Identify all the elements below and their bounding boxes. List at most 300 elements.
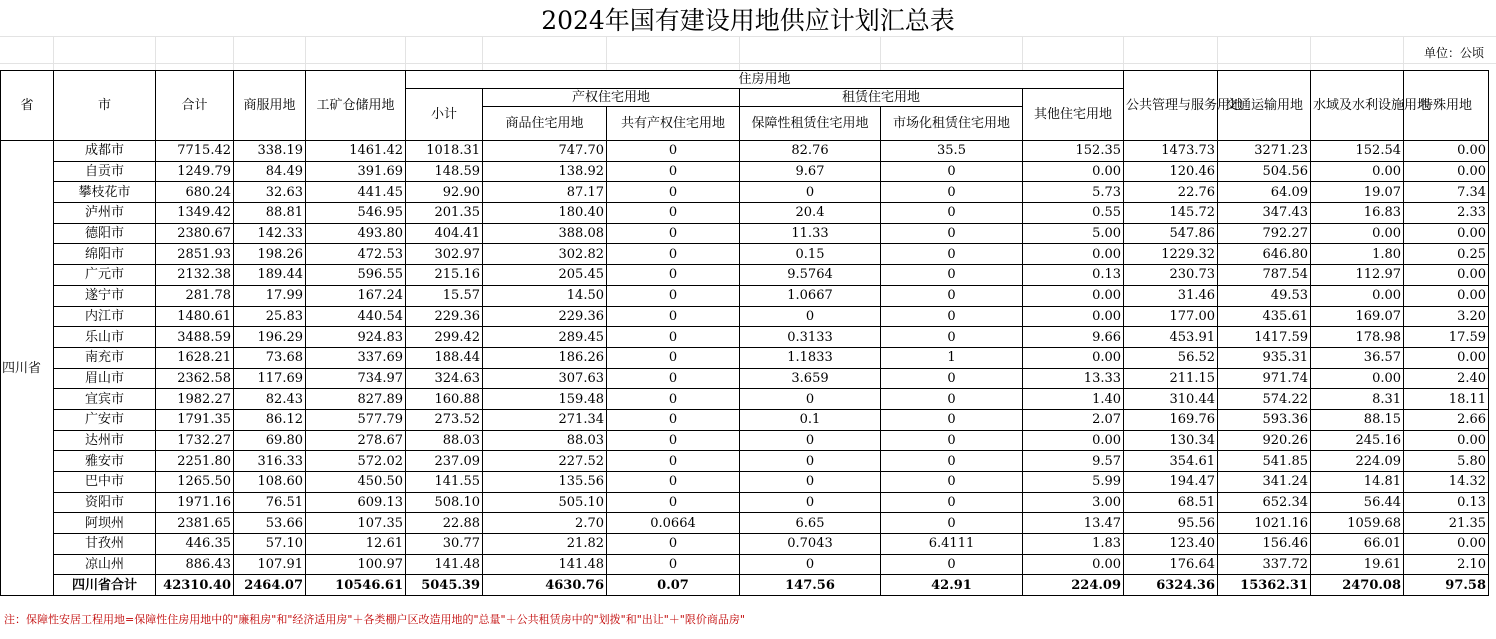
value-cell: 505.10: [483, 492, 607, 513]
value-cell: 1265.50: [156, 472, 234, 493]
value-cell: 180.40: [483, 203, 607, 224]
value-cell: 0: [881, 554, 1023, 575]
table-row: [1, 223, 1489, 244]
value-cell: 31.46: [1124, 285, 1218, 306]
value-cell: 112.97: [1311, 265, 1404, 286]
header-public: 公共管理与服务用地: [1124, 71, 1218, 141]
value-cell: 108.60: [234, 472, 306, 493]
value-cell: 18.11: [1404, 389, 1489, 410]
value-cell: 493.80: [306, 223, 406, 244]
city-cell: 甘孜州: [54, 534, 156, 555]
value-cell: 160.88: [406, 389, 483, 410]
value-cell: 95.56: [1124, 513, 1218, 534]
value-cell: 9.67: [740, 161, 881, 182]
header-shared: 共有产权住宅用地: [607, 107, 740, 141]
value-cell: 302.97: [406, 244, 483, 265]
value-cell: 20.4: [740, 203, 881, 224]
value-cell: 0: [607, 182, 740, 203]
value-cell: 1.83: [1023, 534, 1124, 555]
value-cell: 609.13: [306, 492, 406, 513]
total-value-cell: 15362.31: [1218, 575, 1311, 596]
header-housing: 住房用地: [406, 71, 1124, 89]
value-cell: 0: [607, 265, 740, 286]
value-cell: 3.20: [1404, 306, 1489, 327]
value-cell: 5.99: [1023, 472, 1124, 493]
value-cell: 646.80: [1218, 244, 1311, 265]
value-cell: 138.92: [483, 161, 607, 182]
table-row: [1, 389, 1489, 410]
table-row: [1, 203, 1489, 224]
value-cell: 117.69: [234, 368, 306, 389]
value-cell: 2.40: [1404, 368, 1489, 389]
value-cell: 6.65: [740, 513, 881, 534]
value-cell: 0: [607, 327, 740, 348]
value-cell: 3271.23: [1218, 141, 1311, 162]
value-cell: 0: [740, 451, 881, 472]
value-cell: 0.25: [1404, 244, 1489, 265]
value-cell: 88.15: [1311, 409, 1404, 430]
value-cell: 196.29: [234, 327, 306, 348]
value-cell: 17.59: [1404, 327, 1489, 348]
city-cell: 成都市: [54, 141, 156, 162]
value-cell: 0.1: [740, 409, 881, 430]
value-cell: 273.52: [406, 409, 483, 430]
value-cell: 0.7043: [740, 534, 881, 555]
value-cell: 0: [607, 203, 740, 224]
header-city: 市: [54, 71, 156, 141]
value-cell: 0: [881, 203, 1023, 224]
value-cell: 245.16: [1311, 430, 1404, 451]
city-cell: 绵阳市: [54, 244, 156, 265]
value-cell: 9.66: [1023, 327, 1124, 348]
value-cell: 167.24: [306, 285, 406, 306]
total-label: 四川省合计: [54, 575, 156, 596]
value-cell: 1.0667: [740, 285, 881, 306]
value-cell: 229.36: [406, 306, 483, 327]
value-cell: 2.07: [1023, 409, 1124, 430]
value-cell: 0: [881, 161, 1023, 182]
header-property-rights: 产权住宅用地: [483, 89, 740, 107]
value-cell: 56.52: [1124, 347, 1218, 368]
value-cell: 547.86: [1124, 223, 1218, 244]
total-value-cell: 0.07: [607, 575, 740, 596]
value-cell: 324.63: [406, 368, 483, 389]
value-cell: 441.45: [306, 182, 406, 203]
value-cell: 2380.67: [156, 223, 234, 244]
province-cell: 四川省: [1, 141, 54, 596]
value-cell: 0.0664: [607, 513, 740, 534]
value-cell: 141.48: [483, 554, 607, 575]
city-cell: 广安市: [54, 409, 156, 430]
value-cell: 450.50: [306, 472, 406, 493]
value-cell: 2.66: [1404, 409, 1489, 430]
table-row: [1, 472, 1489, 493]
value-cell: 1480.61: [156, 306, 234, 327]
table-header: [1, 71, 1489, 141]
value-cell: 0: [607, 285, 740, 306]
value-cell: 169.07: [1311, 306, 1404, 327]
value-cell: 0.3133: [740, 327, 881, 348]
value-cell: 1982.27: [156, 389, 234, 410]
value-cell: 316.33: [234, 451, 306, 472]
value-cell: 0: [740, 430, 881, 451]
value-cell: 0: [607, 430, 740, 451]
value-cell: 0: [607, 161, 740, 182]
value-cell: 886.43: [156, 554, 234, 575]
value-cell: 347.43: [1218, 203, 1311, 224]
value-cell: 8.31: [1311, 389, 1404, 410]
value-cell: 734.97: [306, 368, 406, 389]
value-cell: 0.00: [1023, 161, 1124, 182]
value-cell: 0.13: [1404, 492, 1489, 513]
total-value-cell: 2470.08: [1311, 575, 1404, 596]
value-cell: 792.27: [1218, 223, 1311, 244]
value-cell: 194.47: [1124, 472, 1218, 493]
value-cell: 0: [881, 492, 1023, 513]
value-cell: 337.69: [306, 347, 406, 368]
value-cell: 0.00: [1311, 368, 1404, 389]
value-cell: 148.59: [406, 161, 483, 182]
value-cell: 0: [881, 306, 1023, 327]
header-province: 省: [1, 71, 54, 141]
header-water: 水域及水利设施用地: [1311, 71, 1404, 141]
value-cell: 546.95: [306, 203, 406, 224]
value-cell: 0: [607, 223, 740, 244]
value-cell: 299.42: [406, 327, 483, 348]
value-cell: 227.52: [483, 451, 607, 472]
value-cell: 338.19: [234, 141, 306, 162]
value-cell: 971.74: [1218, 368, 1311, 389]
value-cell: 0: [881, 409, 1023, 430]
footnote: 注：保障性安居工程用地=保障性住房用地中的"廉租房"和"经济适用房"＋各类棚户区改造用地的"总量"＋公共租赁房中的"划拨"和"出让"＋"限价商品房": [4, 613, 745, 626]
value-cell: 924.83: [306, 327, 406, 348]
value-cell: 86.12: [234, 409, 306, 430]
value-cell: 159.48: [483, 389, 607, 410]
total-value-cell: 5045.39: [406, 575, 483, 596]
value-cell: 0: [881, 430, 1023, 451]
value-cell: 593.36: [1218, 409, 1311, 430]
table-row: [1, 306, 1489, 327]
value-cell: 1349.42: [156, 203, 234, 224]
table-row: [1, 554, 1489, 575]
city-cell: 资阳市: [54, 492, 156, 513]
value-cell: 504.56: [1218, 161, 1311, 182]
value-cell: 0.00: [1023, 554, 1124, 575]
value-cell: 0: [607, 244, 740, 265]
value-cell: 57.10: [234, 534, 306, 555]
value-cell: 152.54: [1311, 141, 1404, 162]
city-cell: 巴中市: [54, 472, 156, 493]
value-cell: 49.53: [1218, 285, 1311, 306]
value-cell: 169.76: [1124, 409, 1218, 430]
value-cell: 391.69: [306, 161, 406, 182]
city-cell: 南充市: [54, 347, 156, 368]
value-cell: 0: [881, 327, 1023, 348]
city-cell: 攀枝花市: [54, 182, 156, 203]
value-cell: 5.73: [1023, 182, 1124, 203]
value-cell: 3.659: [740, 368, 881, 389]
value-cell: 1: [881, 347, 1023, 368]
value-cell: 388.08: [483, 223, 607, 244]
city-cell: 广元市: [54, 265, 156, 286]
table-row: [1, 534, 1489, 555]
city-cell: 乐山市: [54, 327, 156, 348]
value-cell: 827.89: [306, 389, 406, 410]
header-industrial: 工矿仓储用地: [306, 71, 406, 141]
value-cell: 0.55: [1023, 203, 1124, 224]
value-cell: 2362.58: [156, 368, 234, 389]
value-cell: 88.81: [234, 203, 306, 224]
value-cell: 935.31: [1218, 347, 1311, 368]
value-cell: 354.61: [1124, 451, 1218, 472]
table-row: [1, 513, 1489, 534]
value-cell: 1628.21: [156, 347, 234, 368]
value-cell: 176.64: [1124, 554, 1218, 575]
city-cell: 泸州市: [54, 203, 156, 224]
value-cell: 0.00: [1023, 347, 1124, 368]
value-cell: 0: [881, 223, 1023, 244]
total-value-cell: 10546.61: [306, 575, 406, 596]
city-cell: 内江市: [54, 306, 156, 327]
value-cell: 53.66: [234, 513, 306, 534]
value-cell: 747.70: [483, 141, 607, 162]
value-cell: 0.13: [1023, 265, 1124, 286]
table-row: [1, 492, 1489, 513]
value-cell: 142.33: [234, 223, 306, 244]
value-cell: 22.76: [1124, 182, 1218, 203]
value-cell: 229.36: [483, 306, 607, 327]
value-cell: 0: [881, 472, 1023, 493]
value-cell: 1.1833: [740, 347, 881, 368]
header-transport: 交通运输用地: [1218, 71, 1311, 141]
value-cell: 230.73: [1124, 265, 1218, 286]
value-cell: 5.00: [1023, 223, 1124, 244]
table-row: [1, 182, 1489, 203]
value-cell: 141.48: [406, 554, 483, 575]
value-cell: 0: [881, 285, 1023, 306]
value-cell: 13.47: [1023, 513, 1124, 534]
value-cell: 0: [607, 347, 740, 368]
value-cell: 1971.16: [156, 492, 234, 513]
value-cell: 1021.16: [1218, 513, 1311, 534]
value-cell: 0: [607, 472, 740, 493]
value-cell: 0.00: [1404, 285, 1489, 306]
value-cell: 1018.31: [406, 141, 483, 162]
table-row: [1, 141, 1489, 162]
value-cell: 2.70: [483, 513, 607, 534]
value-cell: 188.44: [406, 347, 483, 368]
value-cell: 14.81: [1311, 472, 1404, 493]
table-row: [1, 285, 1489, 306]
total-value-cell: 224.09: [1023, 575, 1124, 596]
unit-label: 单位：公顷: [1423, 46, 1484, 60]
value-cell: 0.00: [1311, 223, 1404, 244]
total-value-cell: 147.56: [740, 575, 881, 596]
value-cell: 9.5764: [740, 265, 881, 286]
value-cell: 1.40: [1023, 389, 1124, 410]
value-cell: 215.16: [406, 265, 483, 286]
value-cell: 0.00: [1023, 244, 1124, 265]
value-cell: 310.44: [1124, 389, 1218, 410]
value-cell: 64.09: [1218, 182, 1311, 203]
value-cell: 1417.59: [1218, 327, 1311, 348]
total-value-cell: 2464.07: [234, 575, 306, 596]
value-cell: 15.57: [406, 285, 483, 306]
value-cell: 178.98: [1311, 327, 1404, 348]
header-affordable-rental: 保障性租赁住宅用地: [740, 107, 881, 141]
value-cell: 141.55: [406, 472, 483, 493]
value-cell: 0.00: [1023, 285, 1124, 306]
value-cell: 0.15: [740, 244, 881, 265]
header-total: 合计: [156, 71, 234, 141]
value-cell: 7715.42: [156, 141, 234, 162]
value-cell: 36.57: [1311, 347, 1404, 368]
value-cell: 120.46: [1124, 161, 1218, 182]
value-cell: 107.91: [234, 554, 306, 575]
value-cell: 35.5: [881, 141, 1023, 162]
value-cell: 0.00: [1023, 430, 1124, 451]
value-cell: 82.76: [740, 141, 881, 162]
total-value-cell: 6324.36: [1124, 575, 1218, 596]
value-cell: 0.00: [1404, 534, 1489, 555]
header-subtotal: 小计: [406, 89, 483, 141]
value-cell: 5.80: [1404, 451, 1489, 472]
value-cell: 0: [881, 513, 1023, 534]
value-cell: 453.91: [1124, 327, 1218, 348]
value-cell: 3488.59: [156, 327, 234, 348]
total-row: [1, 575, 1489, 596]
value-cell: 92.90: [406, 182, 483, 203]
value-cell: 22.88: [406, 513, 483, 534]
value-cell: 19.61: [1311, 554, 1404, 575]
header-commodity: 商品住宅用地: [483, 107, 607, 141]
header-other-housing: 其他住宅用地: [1023, 89, 1124, 141]
value-cell: 0: [607, 492, 740, 513]
value-cell: 69.80: [234, 430, 306, 451]
value-cell: 68.51: [1124, 492, 1218, 513]
value-cell: 135.56: [483, 472, 607, 493]
value-cell: 680.24: [156, 182, 234, 203]
value-cell: 302.82: [483, 244, 607, 265]
value-cell: 0: [881, 389, 1023, 410]
value-cell: 541.85: [1218, 451, 1311, 472]
value-cell: 21.82: [483, 534, 607, 555]
value-cell: 2381.65: [156, 513, 234, 534]
value-cell: 0: [740, 492, 881, 513]
value-cell: 341.24: [1218, 472, 1311, 493]
value-cell: 88.03: [483, 430, 607, 451]
value-cell: 88.03: [406, 430, 483, 451]
value-cell: 1461.42: [306, 141, 406, 162]
value-cell: 0: [607, 451, 740, 472]
value-cell: 11.33: [740, 223, 881, 244]
summary-table: [0, 70, 1489, 596]
value-cell: 13.33: [1023, 368, 1124, 389]
value-cell: 21.35: [1404, 513, 1489, 534]
value-cell: 32.63: [234, 182, 306, 203]
value-cell: 0: [881, 265, 1023, 286]
value-cell: 0.00: [1023, 306, 1124, 327]
table-row: [1, 409, 1489, 430]
value-cell: 1732.27: [156, 430, 234, 451]
header-commercial: 商服用地: [234, 71, 306, 141]
city-cell: 眉山市: [54, 368, 156, 389]
total-value-cell: 4630.76: [483, 575, 607, 596]
value-cell: 0: [740, 306, 881, 327]
value-cell: 446.35: [156, 534, 234, 555]
value-cell: 87.17: [483, 182, 607, 203]
value-cell: 205.45: [483, 265, 607, 286]
value-cell: 0: [881, 451, 1023, 472]
header-rental: 租赁住宅用地: [740, 89, 1023, 107]
value-cell: 198.26: [234, 244, 306, 265]
value-cell: 2251.80: [156, 451, 234, 472]
value-cell: 508.10: [406, 492, 483, 513]
header-market-rental: 市场化租赁住宅用地: [881, 107, 1023, 141]
value-cell: 14.32: [1404, 472, 1489, 493]
value-cell: 281.78: [156, 285, 234, 306]
header-special: 特殊用地: [1404, 71, 1489, 141]
value-cell: 1791.35: [156, 409, 234, 430]
value-cell: 177.00: [1124, 306, 1218, 327]
value-cell: 82.43: [234, 389, 306, 410]
value-cell: 0: [607, 409, 740, 430]
table-row: [1, 430, 1489, 451]
value-cell: 0.00: [1404, 347, 1489, 368]
value-cell: 25.83: [234, 306, 306, 327]
value-cell: 73.68: [234, 347, 306, 368]
value-cell: 12.61: [306, 534, 406, 555]
value-cell: 224.09: [1311, 451, 1404, 472]
value-cell: 107.35: [306, 513, 406, 534]
total-value-cell: 42310.40: [156, 575, 234, 596]
value-cell: 0.00: [1311, 285, 1404, 306]
value-cell: 130.34: [1124, 430, 1218, 451]
value-cell: 1473.73: [1124, 141, 1218, 162]
value-cell: 76.51: [234, 492, 306, 513]
value-cell: 0: [740, 182, 881, 203]
table-row: [1, 244, 1489, 265]
value-cell: 145.72: [1124, 203, 1218, 224]
value-cell: 577.79: [306, 409, 406, 430]
table-row: [1, 451, 1489, 472]
table-row: [1, 327, 1489, 348]
value-cell: 2132.38: [156, 265, 234, 286]
city-cell: 达州市: [54, 430, 156, 451]
value-cell: 19.07: [1311, 182, 1404, 203]
value-cell: 0: [607, 306, 740, 327]
value-cell: 3.00: [1023, 492, 1124, 513]
value-cell: 0.00: [1311, 161, 1404, 182]
value-cell: 0.00: [1404, 430, 1489, 451]
value-cell: 435.61: [1218, 306, 1311, 327]
value-cell: 9.57: [1023, 451, 1124, 472]
value-cell: 271.34: [483, 409, 607, 430]
value-cell: 404.41: [406, 223, 483, 244]
value-cell: 0: [740, 554, 881, 575]
total-value-cell: 42.91: [881, 575, 1023, 596]
value-cell: 0: [740, 472, 881, 493]
city-cell: 德阳市: [54, 223, 156, 244]
value-cell: 84.49: [234, 161, 306, 182]
value-cell: 337.72: [1218, 554, 1311, 575]
total-value-cell: 97.58: [1404, 575, 1489, 596]
value-cell: 0: [881, 368, 1023, 389]
page-title: 2024年国有建设用地供应计划汇总表: [541, 6, 955, 35]
city-cell: 自贡市: [54, 161, 156, 182]
value-cell: 0: [881, 244, 1023, 265]
value-cell: 0: [607, 534, 740, 555]
